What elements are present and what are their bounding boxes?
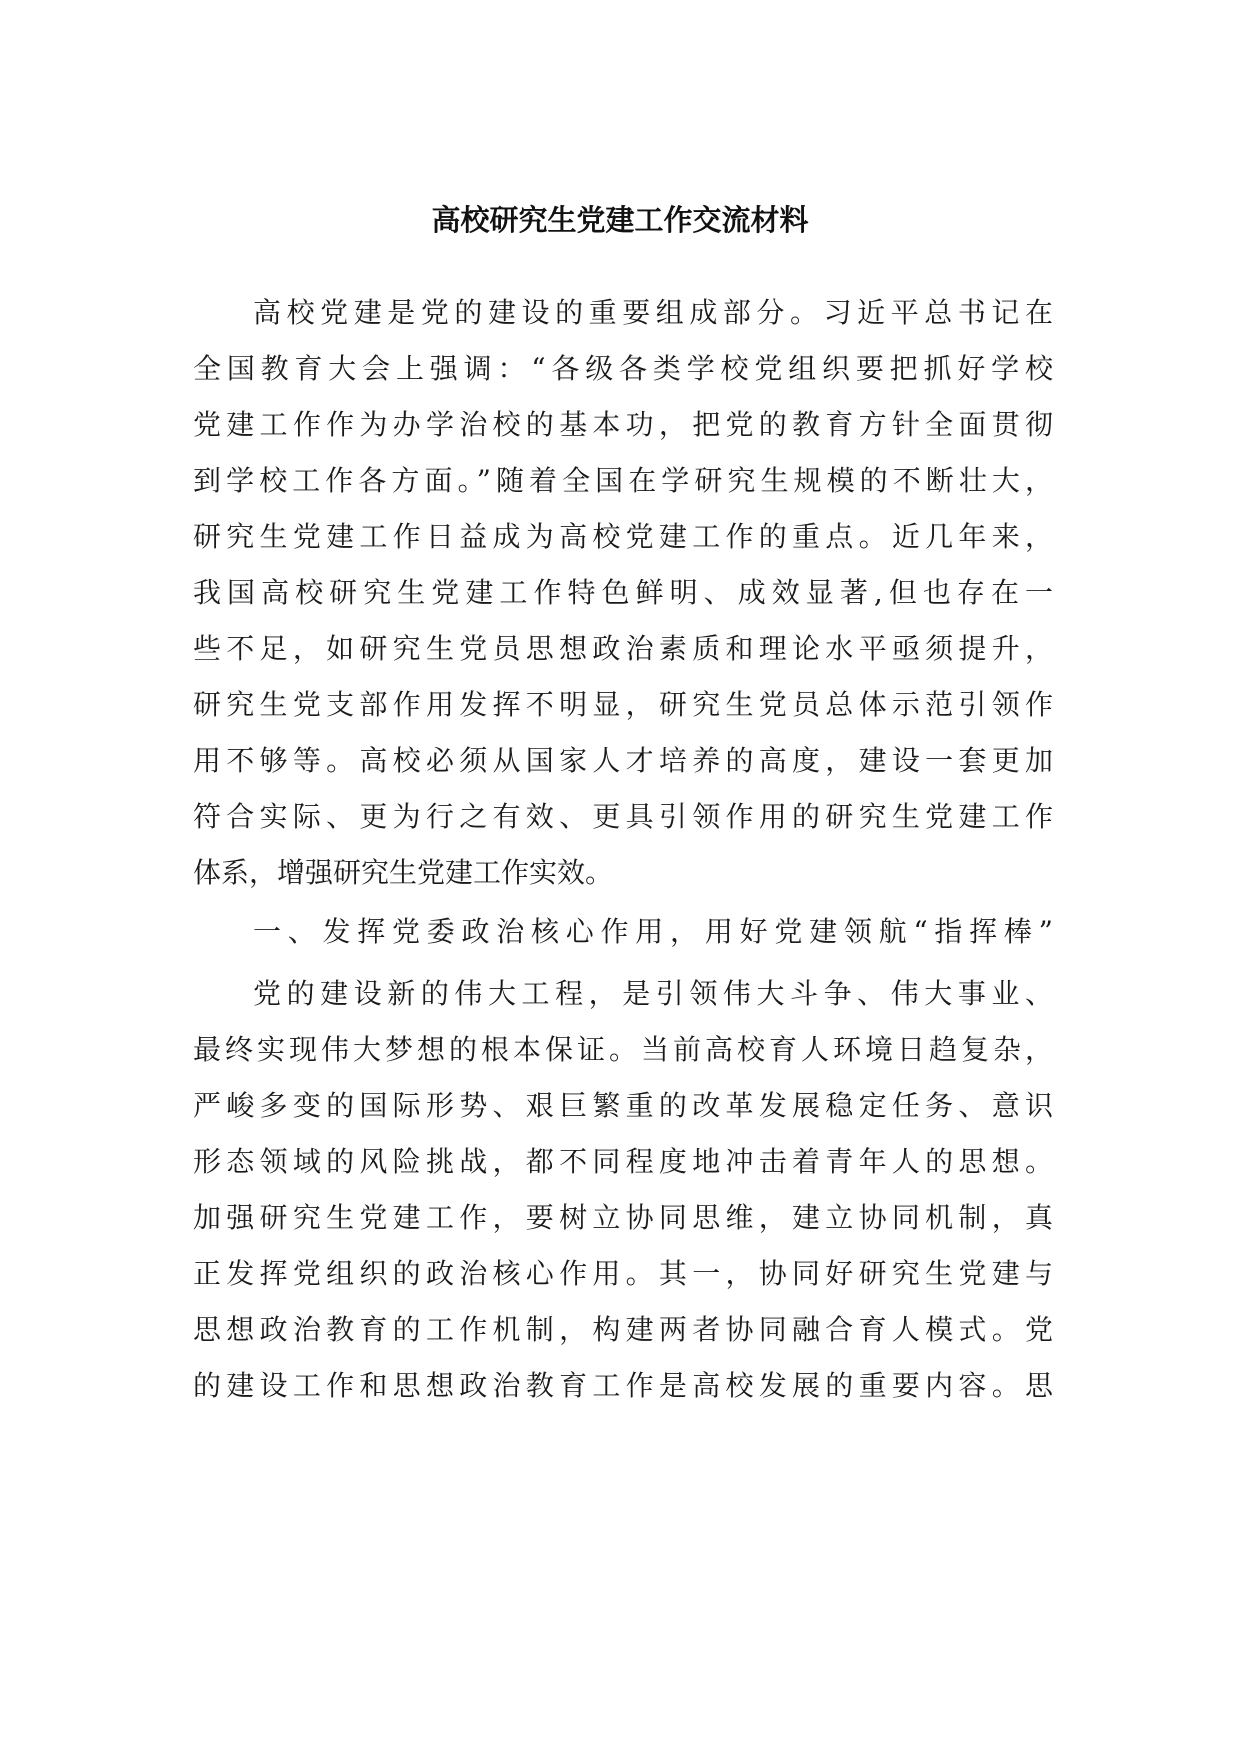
paragraph-line: 些不足，如研究生党员思想政治素质和理论水平亟须提升， bbox=[193, 632, 1053, 665]
paragraph-line: 严峻多变的国际形势、艰巨繁重的改革发展稳定任务、意识 bbox=[193, 1089, 1053, 1122]
section-heading-text: 一、发挥党委政治核心作用，用好党建领航“指挥棒” bbox=[253, 915, 1053, 948]
paragraph-line: 形态领域的风险挑战，都不同程度地冲击着青年人的思想。 bbox=[193, 1145, 1053, 1178]
paragraph-line: 党的建设新的伟大工程，是引领伟大斗争、伟大事业、 bbox=[253, 977, 1053, 1010]
paragraph-line: 我国高校研究生党建工作特色鲜明、成效显著,但也存在一 bbox=[193, 576, 1053, 609]
paragraph-line: 思想政治教育的工作机制，构建两者协同融合育人模式。党 bbox=[193, 1313, 1053, 1346]
paragraph-line: 研究生党建工作日益成为高校党建工作的重点。近几年来， bbox=[193, 520, 1053, 553]
paragraph-intro bbox=[193, 285, 1053, 901]
document-title: 高校研究生党建工作交流材料 bbox=[431, 203, 809, 237]
paragraph-line: 体系，增强研究生党建工作实效。 bbox=[193, 856, 614, 889]
paragraph-line: 高校党建是党的建设的重要组成部分。习近平总书记在 bbox=[253, 296, 1053, 329]
paragraph-line: 的建设工作和思想政治教育工作是高校发展的重要内容。思 bbox=[193, 1369, 1053, 1402]
paragraph-line: 全国教育大会上强调：“各级各类学校党组织要把抓好学校 bbox=[193, 352, 1053, 385]
section-heading-1 bbox=[193, 904, 1053, 960]
paragraph-line: 正发挥党组织的政治核心作用。其一，协同好研究生党建与 bbox=[193, 1257, 1053, 1290]
paragraph-line: 最终实现伟大梦想的根本保证。当前高校育人环境日趋复杂， bbox=[193, 1033, 1053, 1066]
paragraph-line: 党建工作作为办学治校的基本功，把党的教育方针全面贯彻 bbox=[193, 408, 1053, 441]
paragraph-line: 符合实际、更为行之有效、更具引领作用的研究生党建工作 bbox=[193, 800, 1053, 833]
paragraph-line: 到学校工作各方面。”随着全国在学研究生规模的不断壮大， bbox=[193, 464, 1053, 497]
paragraph-line: 加强研究生党建工作，要树立协同思维，建立协同机制，真 bbox=[193, 1201, 1053, 1234]
paragraph-line: 研究生党支部作用发挥不明显，研究生党员总体示范引领作 bbox=[193, 688, 1053, 721]
paragraph-section-1 bbox=[193, 966, 1053, 1414]
paragraph-line: 用不够等。高校必须从国家人才培养的高度，建设一套更加 bbox=[193, 744, 1053, 777]
